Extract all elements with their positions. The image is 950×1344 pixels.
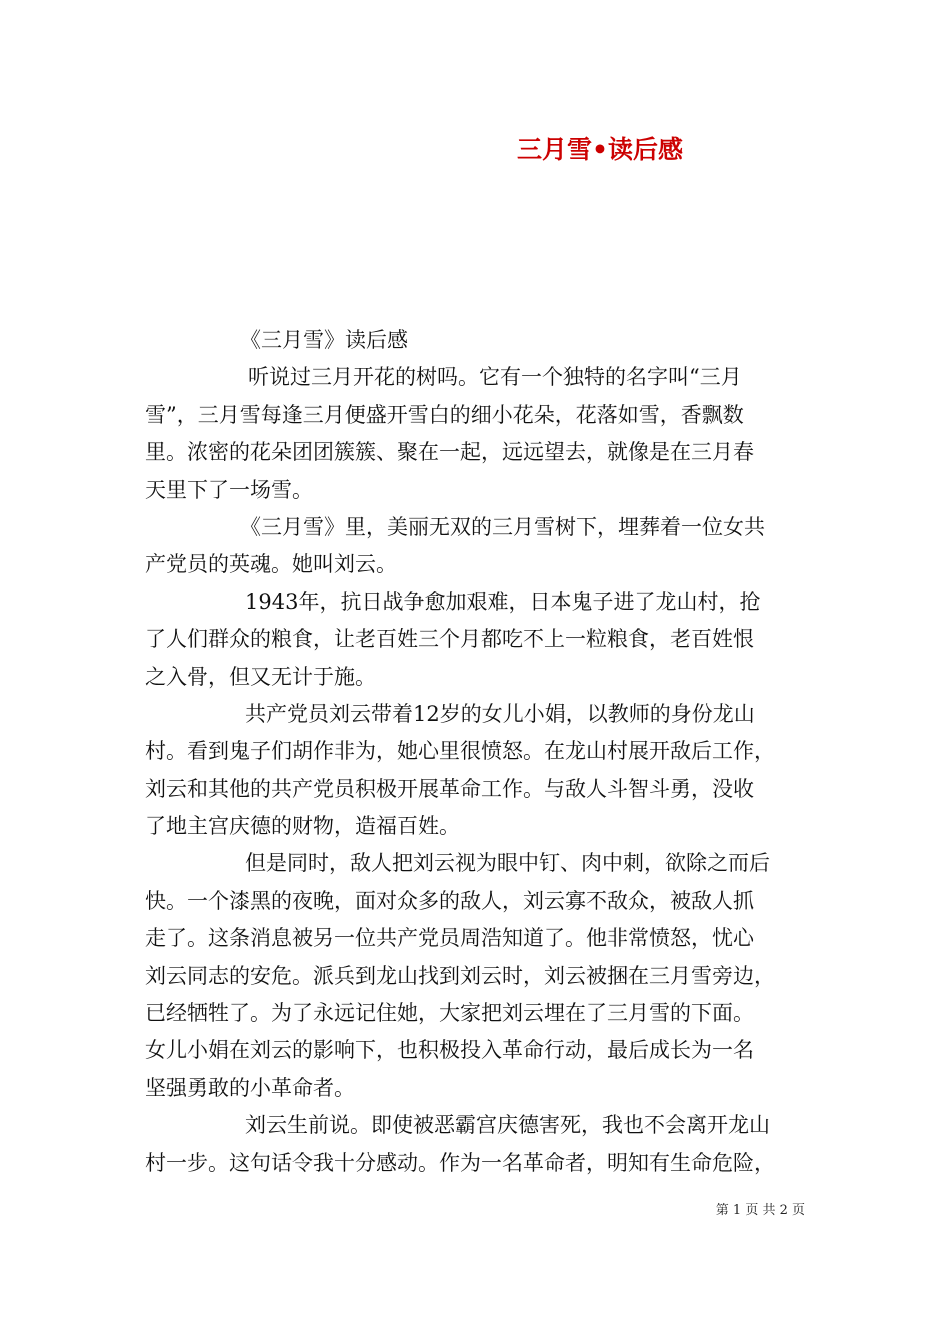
document-body [145,322,805,1182]
page-title: 三月雪•读后感 [517,135,683,164]
text-line: 听说过三月开花的树吗。它有一个独特的名字叫“三月 [248,365,742,390]
text-line: 刘云生前说。即使被恶霸宫庆德害死，我也不会离开龙山 [245,1113,770,1138]
text-line: 《三月雪》读后感 [240,328,408,352]
page-number: 第 1 页 共 2 页 [715,1203,805,1218]
text-line: 之入骨，但又无计于施。 [145,664,376,689]
text-line: 里。浓密的花朵团团簇簇、聚在一起，远远望去，就像是在三月春 [145,440,754,465]
text-line: 刘云和其他的共产党员积极开展革命工作。与敌人斗智斗勇，没收 [145,776,754,801]
text-line: 女儿小娟在刘云的影响下，也积极投入革命行动，最后成长为一名 [145,1038,754,1063]
text-line: 了人们群众的粮食，让老百姓三个月都吃不上一粒粮食，老百姓恨 [145,627,754,652]
text-line: 但是同时，敌人把刘云视为眼中钉、肉中刺，欲除之而后 [245,851,770,876]
text-line: 1943年，抗日战争愈加艰难，日本鬼子进了龙山村，抢 [245,589,761,614]
text-line: 村一步。这句话令我十分感动。作为一名革命者，明知有生命危险， [145,1150,775,1175]
text-line: 快。一个漆黑的夜晚，面对众多的敌人，刘云寡不敌众，被敌人抓 [145,888,754,913]
text-line: 共产党员刘云带着12岁的女儿小娟，以教师的身份龙山 [245,701,755,726]
text-line: 已经牺牲了。为了永远记住她，大家把刘云埋在了三月雪的下面。 [145,1001,754,1026]
text-line: 村。看到鬼子们胡作非为，她心里很愤怒。在龙山村展开敌后工作， [145,739,775,764]
text-line: 走了。这条消息被另一位共产党员周浩知道了。他非常愤怒，忧心 [145,926,754,951]
text-line: 天里下了一场雪。 [145,477,313,502]
text-line: 坚强勇敢的小革命者。 [145,1075,355,1100]
text-line: 《三月雪》里，美丽无双的三月雪树下，埋葬着一位女共 [240,514,765,539]
text-line: 产党员的英魂。她叫刘云。 [145,552,397,577]
text-line: 刘云同志的安危。派兵到龙山找到刘云时，刘云被捆在三月雪旁边， [145,963,775,988]
text-line: 了地主宫庆德的财物，造福百姓。 [145,814,460,839]
text-line: 雪”，三月雪每逢三月便盛开雪白的细小花朵，花落如雪，香飘数 [145,402,744,427]
